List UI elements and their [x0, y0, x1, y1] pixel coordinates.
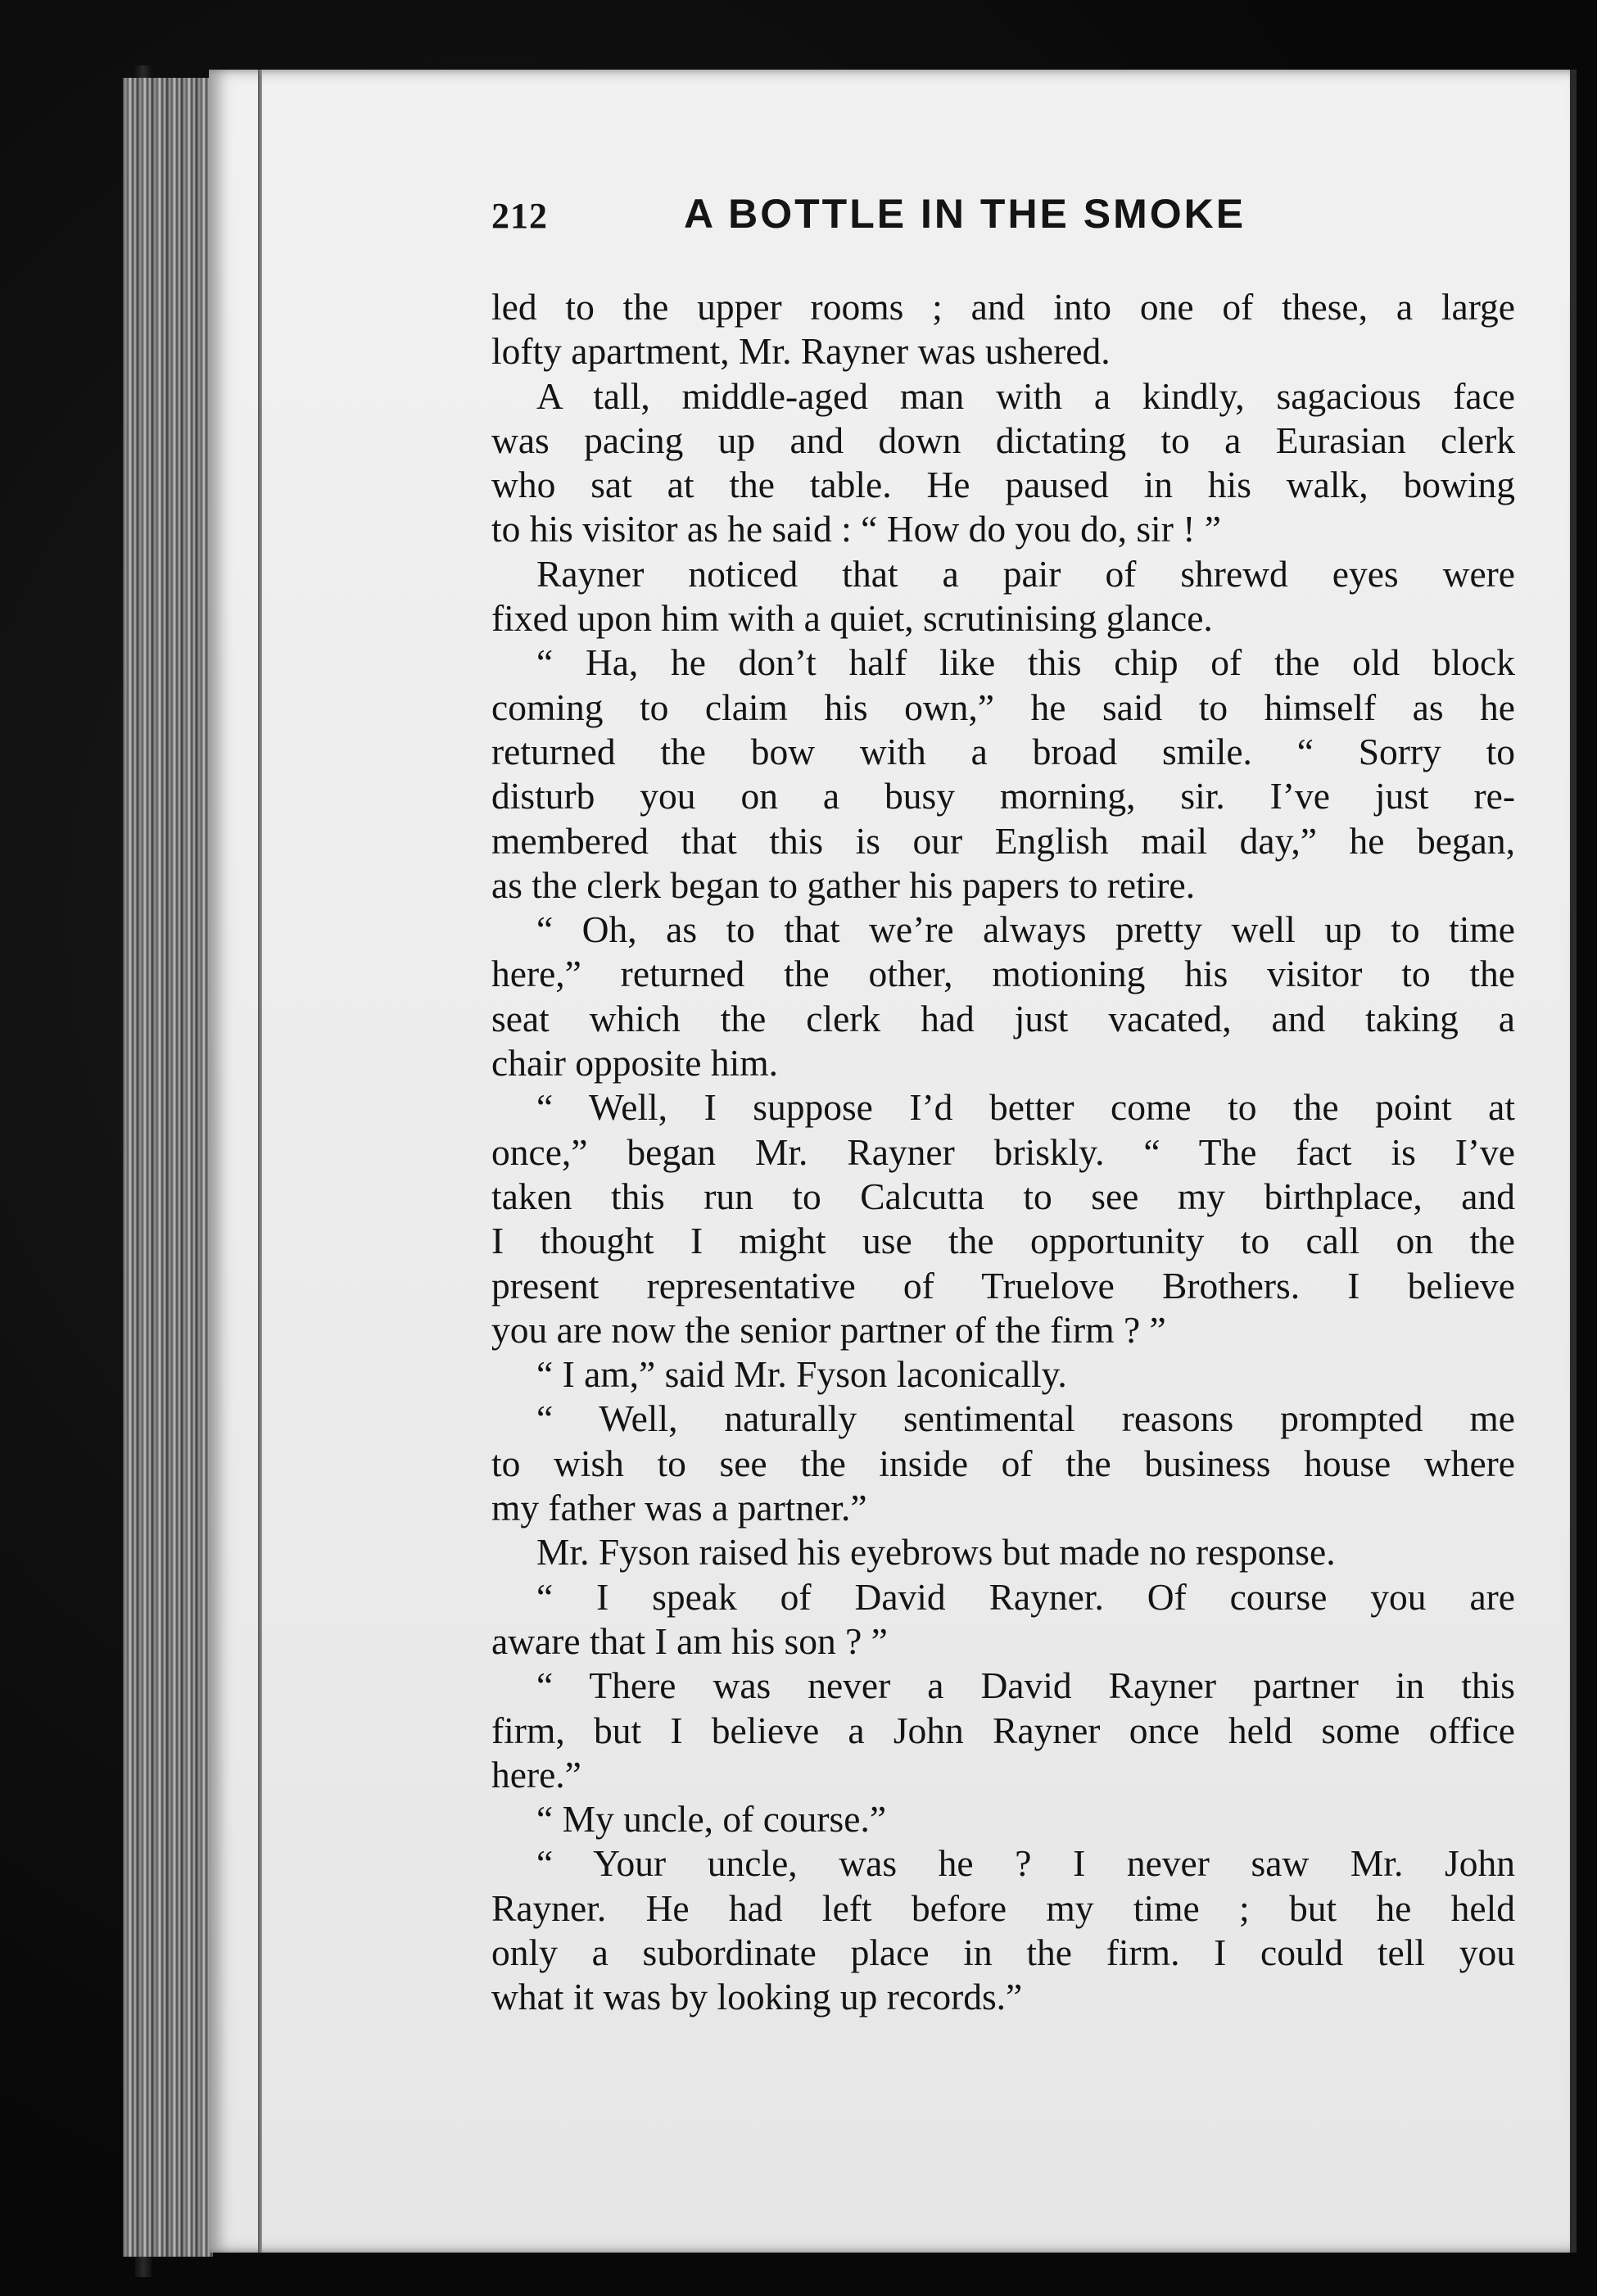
text-line: membered that this is our English mail day,” he began,: [491, 819, 1515, 862]
text-line: lofty apartment, Mr. Rayner was ushered.: [491, 330, 1111, 373]
text-line: disturb you on a busy morning, sir. I’ve just re-: [491, 775, 1515, 817]
text-line: returned the bow with a broad smile. “ Sorry to: [491, 730, 1515, 772]
text-line: only a subordinate place in the firm. I could tell you: [491, 1931, 1515, 1973]
running-header: [491, 190, 1319, 247]
text-line: I thought I might use the opportunity to call on the: [491, 1220, 1515, 1262]
text-line: here,” returned the other, motioning his visitor to the: [491, 953, 1515, 995]
text-line: aware that I am his son ? ”: [491, 1619, 888, 1662]
gutter-line: [258, 70, 262, 2253]
text-line: “ Ha, he don’t half like this chip of the old block: [536, 641, 1515, 684]
text-line: present representative of Truelove Brothers. I believe: [491, 1264, 1515, 1307]
body-text: [491, 285, 1515, 2020]
text-line: Rayner noticed that a pair of shrewd eyes were: [536, 552, 1515, 595]
text-line: led to the upper rooms ; and into one of these, a large: [491, 286, 1515, 328]
running-title: A BOTTLE IN THE SMOKE: [684, 191, 1246, 237]
text-line: once,” began Mr. Rayner briskly. “ The fact is I’ve: [491, 1130, 1515, 1173]
text-line: chair opposite him.: [491, 1042, 779, 1085]
text-line: “ Well, I suppose I’d better come to the point at: [536, 1086, 1515, 1129]
text-line: seat which the clerk had just vacated, and taking a: [491, 997, 1515, 1039]
text-line: you are now the senior partner of the firm ? ”: [491, 1308, 1166, 1351]
page-number: 212: [491, 196, 548, 236]
text-line: as the clerk began to gather his papers to retire.: [491, 863, 1196, 906]
text-line: coming to claim his own,” he said to himself as he: [491, 686, 1515, 728]
text-line: A tall, middle-aged man with a kindly, sagacious face: [536, 374, 1515, 417]
text-line: was pacing up and down dictating to a Eurasian clerk: [491, 419, 1515, 461]
text-line: “ My uncle, of course.”: [536, 1798, 887, 1841]
text-line: firm, but I believe a John Rayner once held some office: [491, 1709, 1515, 1751]
text-line: Rayner. He had left before my time ; but he held: [491, 1886, 1515, 1929]
text-line: “ Oh, as to that we’re always pretty well up to time: [536, 908, 1515, 951]
text-line: my father was a partner.”: [491, 1487, 867, 1529]
text-line: what it was by looking up records.”: [491, 1976, 1023, 2018]
text-line: “ Your uncle, was he ? I never saw Mr. John: [536, 1842, 1515, 1885]
page-right-edge: [1570, 70, 1577, 2253]
text-line: to wish to see the inside of the business house where: [491, 1442, 1515, 1484]
text-line: here.”: [491, 1753, 581, 1796]
text-line: taken this run to Calcutta to see my birthplace, and: [491, 1175, 1515, 1217]
text-line: “ Well, naturally sentimental reasons prompted me: [536, 1397, 1515, 1440]
text-line: “ I speak of David Rayner. Of course you are: [536, 1575, 1515, 1618]
text-line: Mr. Fyson raised his eyebrows but made no response.: [536, 1531, 1336, 1574]
text-line: fixed upon him with a quiet, scrutinising glance.: [491, 597, 1213, 640]
text-line: who sat at the table. He paused in his walk, bowing: [491, 464, 1515, 506]
text-line: “ There was never a David Rayner partner in this: [536, 1664, 1515, 1707]
book-page-edges: [123, 78, 213, 2257]
text-line: “ I am,” said Mr. Fyson laconically.: [536, 1353, 1067, 1396]
text-line: to his visitor as he said : “ How do you do, sir ! ”: [491, 508, 1221, 550]
